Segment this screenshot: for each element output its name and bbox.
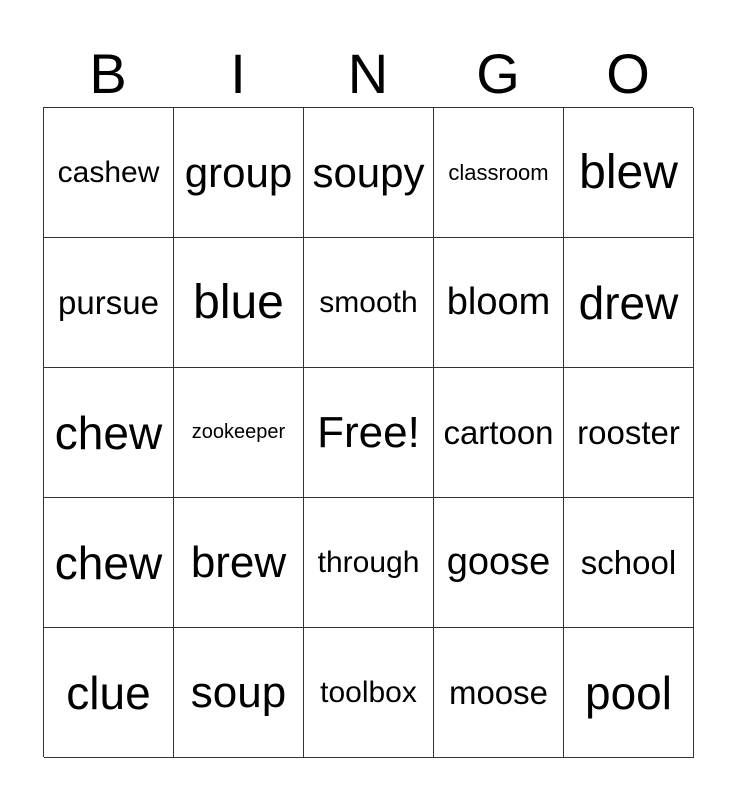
bingo-cell[interactable] <box>174 238 304 368</box>
cell-word: brew <box>190 537 287 587</box>
bingo-cell[interactable] <box>304 498 434 628</box>
cell-word: soupy <box>312 148 425 196</box>
cell-word: soup <box>190 667 287 717</box>
cell-word: goose <box>446 541 551 583</box>
cell-word: blue <box>193 276 284 329</box>
cell-word: pursue <box>58 283 159 321</box>
bingo-cell[interactable] <box>44 238 174 368</box>
header-letter-o: O <box>606 42 650 105</box>
cell-word: school <box>580 543 677 581</box>
cell-word: toolbox <box>320 675 417 709</box>
cell-word: chew <box>54 406 163 459</box>
bingo-cell[interactable] <box>304 628 434 758</box>
cell-word: zookeeper <box>191 421 286 443</box>
cell-word: pool <box>585 666 672 719</box>
header-letter-b: B <box>89 42 127 105</box>
bingo-cell[interactable] <box>434 628 564 758</box>
bingo-cell[interactable] <box>304 238 434 368</box>
bingo-cell[interactable] <box>44 368 174 498</box>
cell-word: clue <box>66 666 151 719</box>
bingo-cell[interactable] <box>564 628 694 758</box>
header-letter-n: N <box>347 42 389 105</box>
bingo-cell[interactable] <box>174 628 304 758</box>
cell-word: bloom <box>446 281 551 323</box>
bingo-cell[interactable] <box>44 108 174 238</box>
bingo-cell[interactable] <box>434 108 564 238</box>
cell-word: rooster <box>577 413 680 451</box>
bingo-cell[interactable] <box>434 498 564 628</box>
cell-word: moose <box>448 673 549 711</box>
bingo-cell[interactable] <box>434 238 564 368</box>
bingo-cell[interactable] <box>304 108 434 238</box>
bingo-cell[interactable] <box>434 368 564 498</box>
bingo-cell[interactable] <box>564 368 694 498</box>
bingo-cell[interactable] <box>564 108 694 238</box>
bingo-cell[interactable] <box>44 628 174 758</box>
cell-word: blew <box>579 146 678 199</box>
bingo-cell[interactable] <box>174 498 304 628</box>
cell-word: classroom <box>448 159 549 185</box>
cell-word: through <box>317 545 420 579</box>
header-letter-g: G <box>476 42 520 105</box>
free-space-cell[interactable] <box>304 368 434 498</box>
bingo-cell[interactable] <box>564 498 694 628</box>
cell-word: smooth <box>319 285 418 319</box>
header-letter-i: I <box>230 42 246 105</box>
bingo-cell[interactable] <box>564 238 694 368</box>
cell-word: chew <box>54 536 163 589</box>
bingo-cell[interactable] <box>174 108 304 238</box>
free-space-label: Free! <box>317 407 420 457</box>
bingo-header <box>43 44 693 104</box>
cell-word: cartoon <box>443 413 554 451</box>
bingo-board <box>43 107 693 757</box>
cell-word: group <box>184 148 293 196</box>
bingo-cell[interactable] <box>174 368 304 498</box>
cell-word: drew <box>578 276 679 329</box>
bingo-cell[interactable] <box>44 498 174 628</box>
cell-word: cashew <box>57 155 160 189</box>
